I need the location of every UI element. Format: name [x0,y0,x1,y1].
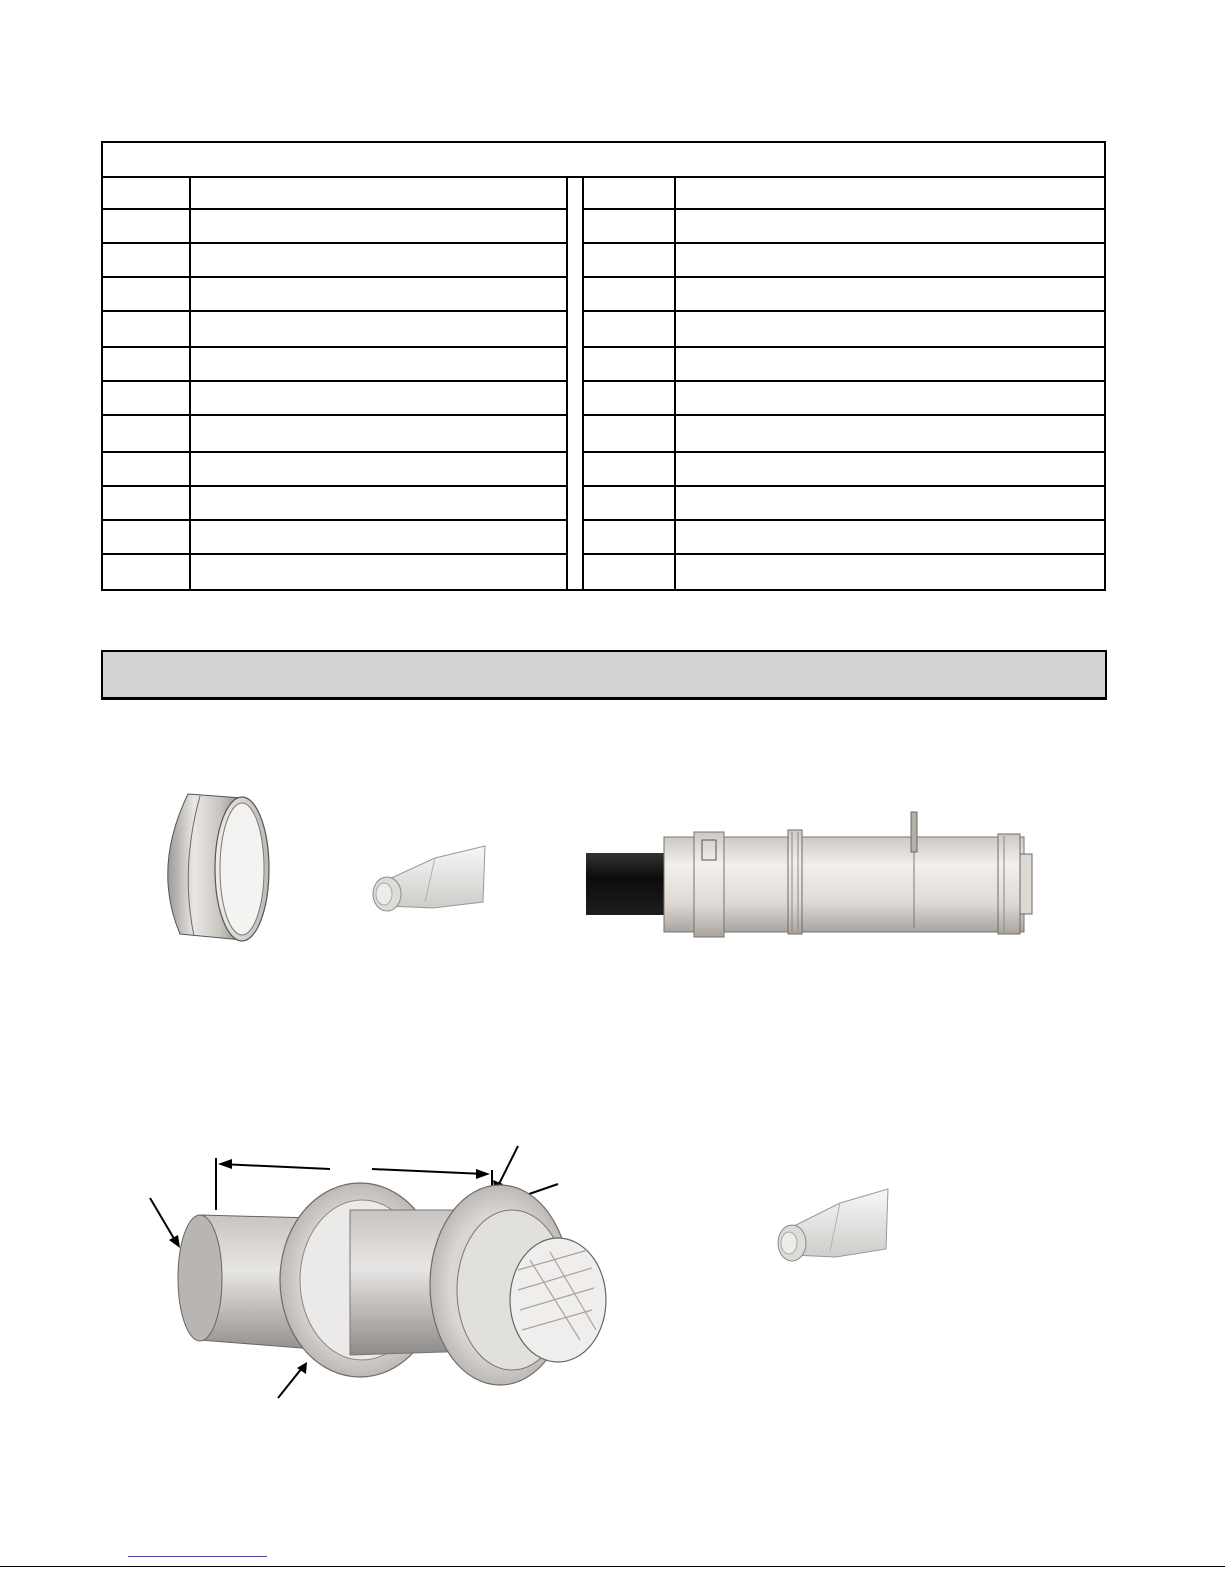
table-cell [191,487,566,519]
table-row [103,487,566,521]
footer-link-underline[interactable] [128,1556,267,1557]
table-cell [191,312,566,346]
vent-adapter-icon [770,1185,895,1270]
table-cell [191,210,566,242]
table-row [584,348,1104,382]
table-cell [584,312,676,346]
table-row [584,416,1104,453]
coupling-ring-icon [150,788,280,953]
table-row [103,555,566,591]
table-cell [191,348,566,380]
table-cell [584,348,676,380]
vent-pipe-assembly-icon [584,810,1044,940]
table-cell [676,416,1104,451]
table-header-part-number [584,176,676,208]
table-header-row [103,176,566,210]
table-cell [584,555,676,591]
parts-table [101,141,1106,591]
table-row [584,312,1104,348]
table-header-description [191,176,566,208]
table-cell [191,244,566,276]
table-cell [103,416,191,451]
section-banner [101,650,1107,700]
table-title [103,143,1104,178]
table-cell [584,487,676,519]
table-cell [676,521,1104,553]
table-cell [191,521,566,553]
table-row [103,382,566,416]
table-header-description [676,176,1104,208]
table-cell [584,382,676,414]
table-row [584,210,1104,244]
table-row [103,521,566,555]
table-cell [103,278,191,310]
table-row [103,312,566,348]
table-row [103,244,566,278]
table-cell [103,312,191,346]
table-cell [676,382,1104,414]
table-cell [191,453,566,485]
vent-adapter-icon [365,840,490,920]
footer-rule [0,1566,1225,1567]
table-cell [584,521,676,553]
table-cell [584,278,676,310]
table-column-divider [566,176,584,589]
table-cell [676,244,1104,276]
table-row [584,382,1104,416]
table-cell [103,521,191,553]
table-row [584,521,1104,555]
table-cell [676,312,1104,346]
table-row [103,416,566,453]
table-row [103,348,566,382]
table-cell [584,453,676,485]
table-right-half [584,176,1104,589]
table-cell [191,278,566,310]
table-cell [191,555,566,591]
table-cell [103,244,191,276]
table-row [584,453,1104,487]
table-row [103,278,566,312]
table-cell [676,555,1104,591]
table-row [103,453,566,487]
table-cell [584,416,676,451]
table-cell [103,487,191,519]
table-cell [676,278,1104,310]
table-cell [191,382,566,414]
table-cell [103,453,191,485]
table-row [584,244,1104,278]
table-cell [584,210,676,242]
table-cell [676,487,1104,519]
table-cell [103,382,191,414]
wall-terminal-icon [140,1140,620,1410]
table-cell [676,348,1104,380]
table-row [584,278,1104,312]
table-header-part-number [103,176,191,208]
table-row [103,210,566,244]
table-header-row [584,176,1104,210]
table-row [584,555,1104,591]
table-cell [676,210,1104,242]
table-cell [676,453,1104,485]
table-row [584,487,1104,521]
table-cell [103,555,191,591]
table-cell [191,416,566,451]
table-left-half [103,176,566,589]
table-cell [103,348,191,380]
table-cell [103,210,191,242]
table-cell [584,244,676,276]
